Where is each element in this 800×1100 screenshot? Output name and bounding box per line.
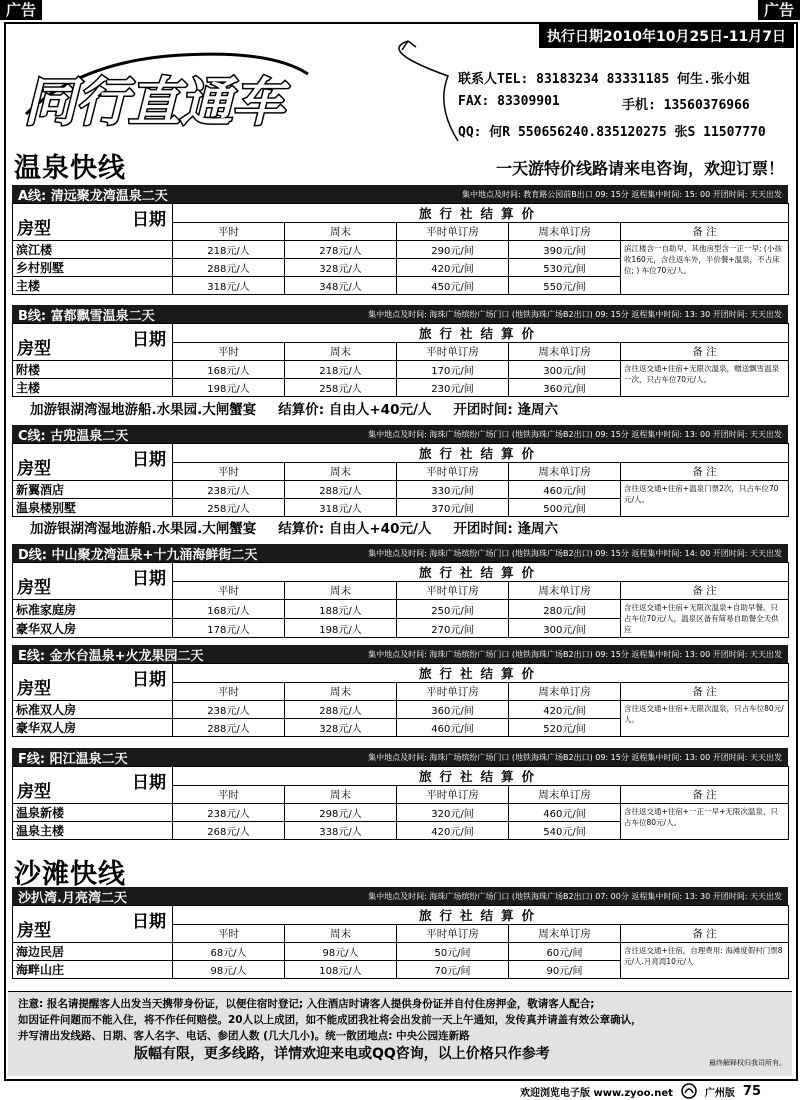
price-cell: 300元/间	[509, 619, 621, 638]
note-cell: 含往返交通+住宿+无限次温泉，只占车位80元/人。	[621, 701, 789, 737]
price-cell: 318元/人	[285, 499, 397, 517]
price-cell: 258元/人	[285, 379, 397, 397]
price-cell: 420元/间	[509, 701, 621, 719]
notice-slogan: 版幅有限，更多线路，详情欢迎来电或QQ咨询，以上价格只作参考	[134, 1046, 550, 1062]
header-weekday-single: 平时单订房	[397, 223, 509, 241]
route-title: A线: 清远聚龙湾温泉二天	[18, 188, 168, 204]
route-header-bar	[12, 185, 788, 203]
room-name-cell: 主楼	[13, 379, 173, 397]
header-room-type: 房型	[17, 679, 51, 699]
table-header-row	[13, 324, 789, 343]
price-table	[12, 203, 789, 295]
header-weekend-single: 周末单订房	[509, 463, 621, 481]
route-block	[12, 887, 788, 979]
route-header-bar	[12, 544, 788, 562]
header-weekend: 周末	[285, 786, 397, 804]
price-cell: 238元/人	[173, 701, 285, 719]
price-cell: 270元/间	[397, 619, 509, 638]
price-cell: 98元/人	[173, 961, 285, 979]
table-row	[13, 701, 789, 719]
contact-fax: FAX: 83309901	[458, 94, 560, 109]
price-cell: 168元/人	[173, 361, 285, 379]
table-header-row	[13, 767, 789, 786]
header-weekday: 平时	[173, 786, 285, 804]
extra-tour-line	[30, 398, 558, 418]
route-block	[12, 544, 788, 638]
header-date: 日期	[132, 210, 166, 230]
price-cell: 288元/人	[173, 719, 285, 737]
price-table	[12, 443, 789, 517]
price-cell: 218元/人	[285, 361, 397, 379]
route-title: C线: 古兜温泉二天	[18, 428, 129, 444]
header-room-type: 房型	[17, 921, 51, 941]
header-room-type: 房型	[17, 459, 51, 479]
header-weekday: 平时	[173, 343, 285, 361]
room-name-cell: 海边民居	[13, 943, 173, 961]
price-cell: 328元/人	[285, 719, 397, 737]
section-title-beach: 沙滩快线	[14, 859, 126, 890]
price-table	[12, 905, 789, 979]
route-title: F线: 阳江温泉二天	[18, 751, 128, 767]
route-title: B线: 富都飘雪温泉二天	[18, 308, 155, 324]
price-cell: 198元/人	[173, 379, 285, 397]
table-corner-cell	[13, 563, 173, 600]
header-weekend-single: 周末单订房	[509, 223, 621, 241]
price-cell: 530元/间	[509, 259, 621, 277]
route-title: 沙扒湾.月亮湾二天	[18, 890, 127, 906]
room-name-cell: 温泉主楼	[13, 822, 173, 840]
header-note: 备 注	[621, 786, 789, 804]
header-weekend-single: 周末单订房	[509, 925, 621, 943]
price-cell: 520元/间	[509, 719, 621, 737]
notice-line-3: 并写清出发线路、日期、客人名字、电话、参团人数 (几大几小)。统一散团地点: 中央公园连新路	[18, 1030, 470, 1042]
notice-line-2: 如因证件问题而不能入住，将不作任何赔偿。20人以上成团，如不能成团我社将会出发前一天上午通知，发传真并请盖有效公章确认，	[18, 1014, 642, 1026]
extra-tour-line	[30, 517, 558, 537]
extra-tour-schedule: 开团时间: 逢周六	[453, 521, 559, 537]
table-row	[13, 600, 789, 619]
header-weekend: 周末	[285, 223, 397, 241]
header-weekday: 平时	[173, 683, 285, 701]
price-cell: 420元/间	[397, 822, 509, 840]
header-weekend: 周末	[285, 463, 397, 481]
price-cell: 50元/间	[397, 943, 509, 961]
header-weekend-single: 周末单订房	[509, 582, 621, 600]
route-meeting-info: 集中地点及时间: 海珠广场缤纷广场门口 (地铁海珠广场B2出口) 09: 15分 返程集中时间: 13: 00 开团时间: 天天出发	[368, 429, 782, 439]
header-settlement: 旅行社结算价	[173, 563, 789, 582]
price-cell: 300元/间	[509, 361, 621, 379]
route-block	[12, 748, 788, 840]
room-name-cell: 豪华双人房	[13, 619, 173, 638]
price-cell: 370元/间	[397, 499, 509, 517]
price-cell: 360元/间	[397, 701, 509, 719]
room-name-cell: 标准家庭房	[13, 600, 173, 619]
header-note: 备 注	[621, 223, 789, 241]
brand-logo	[18, 44, 318, 136]
route-block	[12, 185, 788, 295]
price-cell: 188元/人	[285, 600, 397, 619]
price-cell: 550元/间	[509, 277, 621, 295]
note-cell: 含往返交通+住宿+无限次温泉，赠送飘雪温泉一次，只占车位70元/人。	[621, 361, 789, 397]
header-weekend: 周末	[285, 925, 397, 943]
page-footer	[520, 1083, 761, 1099]
table-corner-cell	[13, 664, 173, 701]
room-name-cell: 附楼	[13, 361, 173, 379]
header-weekday: 平时	[173, 463, 285, 481]
extra-tour-activities: 加游银湖湾湿地游船.水果园.大闸蟹宴	[30, 521, 257, 537]
price-cell: 348元/人	[285, 277, 397, 295]
note-cell: 滨江楼含一自助早，其他房型含一正一早; (小孩收160元，含往返车外，半价餐+温泉，不占床位; ) 车位70元/人。	[621, 241, 789, 295]
header-settlement: 旅行社结算价	[173, 444, 789, 463]
header-date: 日期	[132, 912, 166, 932]
table-header-row	[13, 664, 789, 683]
room-name-cell: 标准双人房	[13, 701, 173, 719]
price-cell: 280元/间	[509, 600, 621, 619]
logo-text: 同行直通车	[24, 73, 285, 133]
header-settlement: 旅行社结算价	[173, 906, 789, 925]
header-weekend: 周末	[285, 343, 397, 361]
footer-site-text: 欢迎浏览电子版 www.zyoo.net	[520, 1087, 673, 1099]
table-header-row	[13, 906, 789, 925]
header-weekday-single: 平时单订房	[397, 463, 509, 481]
price-cell: 68元/人	[173, 943, 285, 961]
header-room-type: 房型	[17, 339, 51, 359]
price-cell: 460元/间	[397, 719, 509, 737]
header-weekday-single: 平时单订房	[397, 786, 509, 804]
price-cell: 170元/间	[397, 361, 509, 379]
contact-tel: 联系人TEL: 83183234 83331185 何生.张小姐	[458, 72, 750, 87]
price-cell: 318元/人	[173, 277, 285, 295]
price-cell: 230元/间	[397, 379, 509, 397]
header-room-type: 房型	[17, 219, 51, 239]
table-row	[13, 481, 789, 499]
price-cell: 290元/间	[397, 241, 509, 259]
extra-tour-price: 结算价: 自由人+40元/人	[278, 402, 432, 418]
header-weekday-single: 平时单订房	[397, 343, 509, 361]
price-cell: 238元/人	[173, 804, 285, 822]
header-date: 日期	[132, 670, 166, 690]
route-block	[12, 645, 788, 737]
header-weekday: 平时	[173, 925, 285, 943]
execution-date: 执行日期2010年10月25日-11月7日	[539, 24, 794, 48]
table-row	[13, 361, 789, 379]
header-weekday-single: 平时单订房	[397, 925, 509, 943]
price-table	[12, 663, 789, 737]
price-cell: 108元/人	[285, 961, 397, 979]
extra-tour-activities: 加游银湖湾湿地游船.水果园.大闸蟹宴	[30, 402, 257, 418]
header-note: 备 注	[621, 925, 789, 943]
table-row	[13, 943, 789, 961]
price-cell: 460元/间	[509, 481, 621, 499]
route-title: E线: 金水台温泉+火龙果园二天	[18, 648, 204, 664]
price-cell: 500元/间	[509, 499, 621, 517]
route-block	[12, 425, 788, 517]
header-settlement: 旅行社结算价	[173, 204, 789, 223]
header-date: 日期	[132, 773, 166, 793]
table-corner-cell	[13, 444, 173, 481]
header-weekday-single: 平时单订房	[397, 582, 509, 600]
decorative-arrow-icon	[318, 36, 478, 146]
note-cell: 含往返交通+住宿，自理费用: 海滩度假村门票8元/人.月亮湾10元/人	[621, 943, 789, 979]
route-block	[12, 305, 788, 397]
price-cell: 218元/人	[173, 241, 285, 259]
header-settlement: 旅行社结算价	[173, 664, 789, 683]
price-cell: 298元/人	[285, 804, 397, 822]
header-weekday: 平时	[173, 582, 285, 600]
header-weekday: 平时	[173, 223, 285, 241]
contact-qq: QQ: 何R 550656240.835120275 张S 11507770	[458, 125, 766, 140]
footer-edition: 广州版	[704, 1087, 735, 1099]
price-cell: 338元/人	[285, 822, 397, 840]
header-room-type: 房型	[17, 578, 51, 598]
price-cell: 328元/人	[285, 259, 397, 277]
table-corner-cell	[13, 767, 173, 804]
ad-label-right: 广告	[758, 0, 800, 20]
note-cell: 含往返交通+住宿+无限次温泉+自助早餐，只占车位70元/人，温泉区备有简易自助餐全天供应	[621, 600, 789, 638]
price-cell: 330元/间	[397, 481, 509, 499]
price-cell: 250元/间	[397, 600, 509, 619]
price-cell: 60元/间	[509, 943, 621, 961]
route-header-bar	[12, 887, 788, 905]
price-cell: 450元/间	[397, 277, 509, 295]
table-header-row	[13, 563, 789, 582]
header-weekend: 周末	[285, 582, 397, 600]
table-row	[13, 804, 789, 822]
header-note: 备 注	[621, 683, 789, 701]
route-header-bar	[12, 748, 788, 766]
price-cell: 258元/人	[173, 499, 285, 517]
route-meeting-info: 集中地点及时间: 海珠广场缤纷广场门口 (地铁海珠广场B2出口) 09: 15分 返程集中时间: 13: 30 开团时间: 天天出发	[368, 309, 782, 319]
price-cell: 168元/人	[173, 600, 285, 619]
header-weekend-single: 周末单订房	[509, 683, 621, 701]
header-settlement: 旅行社结算价	[173, 767, 789, 786]
price-cell: 390元/间	[509, 241, 621, 259]
route-meeting-info: 集中地点及时间: 海珠广场缤纷广场门口 (地铁海珠广场B2出口) 09: 15分 返程集中时间: 13: 00 开团时间: 天天出发	[368, 649, 782, 659]
price-cell: 278元/人	[285, 241, 397, 259]
price-cell: 460元/间	[509, 804, 621, 822]
header-date: 日期	[132, 569, 166, 589]
room-name-cell: 主楼	[13, 277, 173, 295]
header-settlement: 旅行社结算价	[173, 324, 789, 343]
price-cell: 90元/间	[509, 961, 621, 979]
route-meeting-info: 集中地点及时间: 海珠广场缤纷广场门口 (地铁海珠广场B2出口) 07: 00分 返程集中时间: 13: 30 开团时间: 天天出发	[368, 891, 782, 901]
notice-box	[8, 991, 792, 1076]
header-room-type: 房型	[17, 782, 51, 802]
note-cell: 含往返交通+住宿+温泉门票2次，只占车位70元/人。	[621, 481, 789, 517]
route-header-bar	[12, 645, 788, 663]
price-cell: 98元/人	[285, 943, 397, 961]
header-date: 日期	[132, 330, 166, 350]
room-name-cell: 海畔山庄	[13, 961, 173, 979]
room-name-cell: 新翼酒店	[13, 481, 173, 499]
table-header-row	[13, 444, 789, 463]
header-note: 备 注	[621, 463, 789, 481]
price-table	[12, 323, 789, 397]
notice-line-1: 注意: 报名请提醒客人出发当天携带身份证，以便住宿时登记; 入住酒店时请客人提供身份证并自付住房押金，敬请客人配合;	[18, 998, 595, 1010]
header-weekend-single: 周末单订房	[509, 786, 621, 804]
table-header-row	[13, 204, 789, 223]
price-cell: 288元/人	[173, 259, 285, 277]
room-name-cell: 乡村别墅	[13, 259, 173, 277]
price-cell: 178元/人	[173, 619, 285, 638]
header-note: 备 注	[621, 343, 789, 361]
price-table	[12, 766, 789, 840]
price-cell: 198元/人	[285, 619, 397, 638]
route-meeting-info: 集中地点及时间: 教育路公园前B出口 09: 15分 返程集中时间: 15: 00 开团时间: 天天出发	[461, 189, 782, 199]
price-cell: 288元/人	[285, 701, 397, 719]
price-cell: 420元/间	[397, 259, 509, 277]
route-header-bar	[12, 425, 788, 443]
route-meeting-info: 集中地点及时间: 海珠广场缤纷广场门口 (地铁海珠广场B2出口) 09: 15分 返程集中时间: 13: 00 开团时间: 天天出发	[368, 752, 782, 762]
note-cell: 含往返交通+住宿+一正一早+无限次温泉，只占车位80元/人。	[621, 804, 789, 840]
price-cell: 70元/间	[397, 961, 509, 979]
table-corner-cell	[13, 204, 173, 241]
header-date: 日期	[132, 450, 166, 470]
room-name-cell: 温泉楼别墅	[13, 499, 173, 517]
route-header-bar	[12, 305, 788, 323]
price-cell: 268元/人	[173, 822, 285, 840]
header-weekend: 周末	[285, 683, 397, 701]
price-cell: 540元/间	[509, 822, 621, 840]
promo-text: 一天游特价线路请来电咨询，欢迎订票！	[495, 159, 784, 178]
copyright-note: 最终解释权归我司所有。	[709, 1059, 786, 1067]
route-title: D线: 中山聚龙湾温泉+十九涌海鲜街二天	[18, 547, 258, 563]
table-corner-cell	[13, 324, 173, 361]
route-meeting-info: 集中地点及时间: 海珠广场缤纷广场门口 (地铁海珠广场B2出口) 09: 15分 返程集中时间: 14: 00 开团时间: 天天出发	[368, 548, 782, 558]
page-number: 75	[742, 1083, 762, 1099]
footer-logo-icon	[681, 1083, 697, 1099]
header-note: 备 注	[621, 582, 789, 600]
price-cell: 360元/间	[509, 379, 621, 397]
extra-tour-price: 结算价: 自由人+40元/人	[278, 521, 432, 537]
header-weekend-single: 周末单订房	[509, 343, 621, 361]
price-cell: 288元/人	[285, 481, 397, 499]
section-title-hot-spring: 温泉快线	[14, 153, 126, 184]
table-row	[13, 241, 789, 259]
room-name-cell: 温泉新楼	[13, 804, 173, 822]
room-name-cell: 豪华双人房	[13, 719, 173, 737]
extra-tour-schedule: 开团时间: 逢周六	[453, 402, 559, 418]
price-cell: 320元/间	[397, 804, 509, 822]
ad-label-left: 广告	[0, 0, 42, 20]
table-corner-cell	[13, 906, 173, 943]
room-name-cell: 滨江楼	[13, 241, 173, 259]
header-weekday-single: 平时单订房	[397, 683, 509, 701]
price-cell: 238元/人	[173, 481, 285, 499]
contact-mobile: 手机: 13560376966	[622, 98, 750, 113]
price-table	[12, 562, 789, 638]
